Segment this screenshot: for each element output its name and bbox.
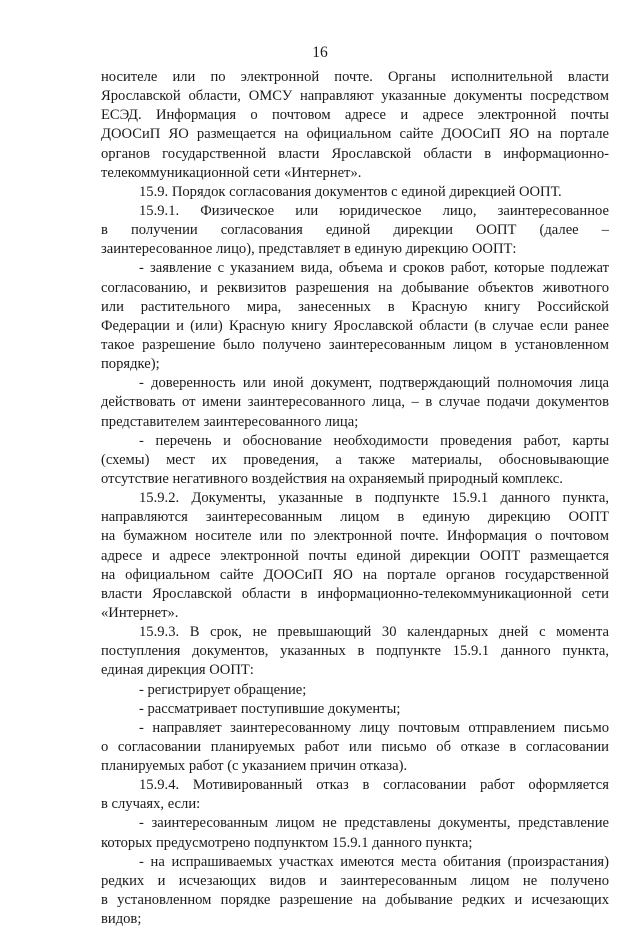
text-line: такое разрешение было получено заинтересованным лицом в установленном [101,336,609,353]
text-line: (схемы) мест их проведения, а также материалы, обосновывающие [101,451,609,468]
text-line: ДООСиП ЯО размещается на официальном сайте ДООСиП ЯО на портале [101,126,609,143]
page-number: 16 [312,44,328,61]
text-line: видов; [101,911,142,928]
text-line: в получении согласования единой дирекции ООПТ (далее – [101,222,609,239]
text-line: на официальном сайте ДООСиП ЯО на портале органов государственной [101,566,609,583]
text-line: - доверенность или иной документ, подтверждающий полномочия лица [139,375,609,392]
text-line: 15.9.4. Мотивированный отказ в согласовании работ оформляется [139,777,609,794]
text-line: в случаях, если: [101,796,201,813]
text-line: «Интернет». [101,604,179,621]
text-line: органов государственной власти Ярославской области в информационно- [101,145,609,162]
text-line: отсутствие негативного воздействия на охраняемый природный комплекс. [101,470,563,487]
text-line: действовать от имени заинтересованного лица, – в случае подачи документов [101,394,609,411]
text-line: которых предусмотрено подпунктом 15.9.1 данного пункта; [101,834,473,851]
text-line: адресе и адресе электронной почты единой дирекции ООПТ размещается [101,547,609,564]
text-line: - направляет заинтересованному лицу почтовым отправлением письмо [139,719,609,736]
text-line: планируемых работ (с указанием причин отказа). [101,758,408,775]
document-body [101,68,609,929]
text-line: Федерации и (или) Красную книгу Ярославской области (в случае если ранее [101,317,609,334]
text-line: - заинтересованным лицом не представлены документы, представление [139,815,609,832]
text-line: 15.9.3. В срок, не превышающий 30 календарных дней с момента [139,624,609,641]
text-line: представителем заинтересованного лица; [101,413,359,430]
text-line: - перечень и обоснование необходимости проведения работ, карты [139,432,609,449]
text-line: - рассматривает поступившие документы; [139,700,401,717]
text-line: направляются заинтересованным лицом в единую дирекцию ООПТ [101,509,609,526]
text-line: в установленном порядке разрешение на добывание редких и исчезающих [101,892,609,909]
text-line: о согласовании планируемых работ или письмо об отказе в согласовании [101,738,609,755]
text-line: 15.9.1. Физическое или юридическое лицо, заинтересованное [139,202,609,219]
text-line: Ярославской области, ОМСУ направляют указанные документы посредством [101,88,609,105]
text-line: носителе или по электронной почте. Органы исполнительной власти [101,69,609,85]
text-line: или растительного мира, занесенных в Красную книгу Российской [101,298,609,315]
text-line: власти Ярославской области в информационно-телекоммуникационной сети [101,585,609,602]
text-line: 15.9.2. Документы, указанные в подпункте 15.9.1 данного пункта, [139,490,609,507]
text-line: ЕСЭД. Информация о почтовом адресе и адресе электронной почты [101,107,609,124]
text-line: единая дирекция ООПТ: [101,662,254,679]
text-line: телекоммуникационной сети «Интернет». [101,164,362,181]
text-line: поступления документов, указанных в подпункте 15.9.1 данного пункта, [101,643,609,660]
text-line: на бумажном носителе или по электронной почте. Информация о почтовом [101,528,609,545]
text-line: - на испрашиваемых участках имеются места обитания (произрастания) [139,853,609,870]
text-line: согласованию, и реквизитов разрешения на добывание объектов животного [101,279,609,296]
text-line: заинтересованное лицо), представляет в единую дирекцию ООПТ: [101,241,517,258]
text-line: 15.9. Порядок согласования документов с единой дирекцией ООПТ. [139,183,562,200]
text-line: - регистрирует обращение; [139,681,307,698]
text-line: - заявление с указанием вида, объема и сроков работ, которые подлежат [139,260,609,277]
text-line: порядке); [101,356,160,373]
text-line: редких и исчезающих видов и заинтересованным лицом не получено [101,872,609,889]
